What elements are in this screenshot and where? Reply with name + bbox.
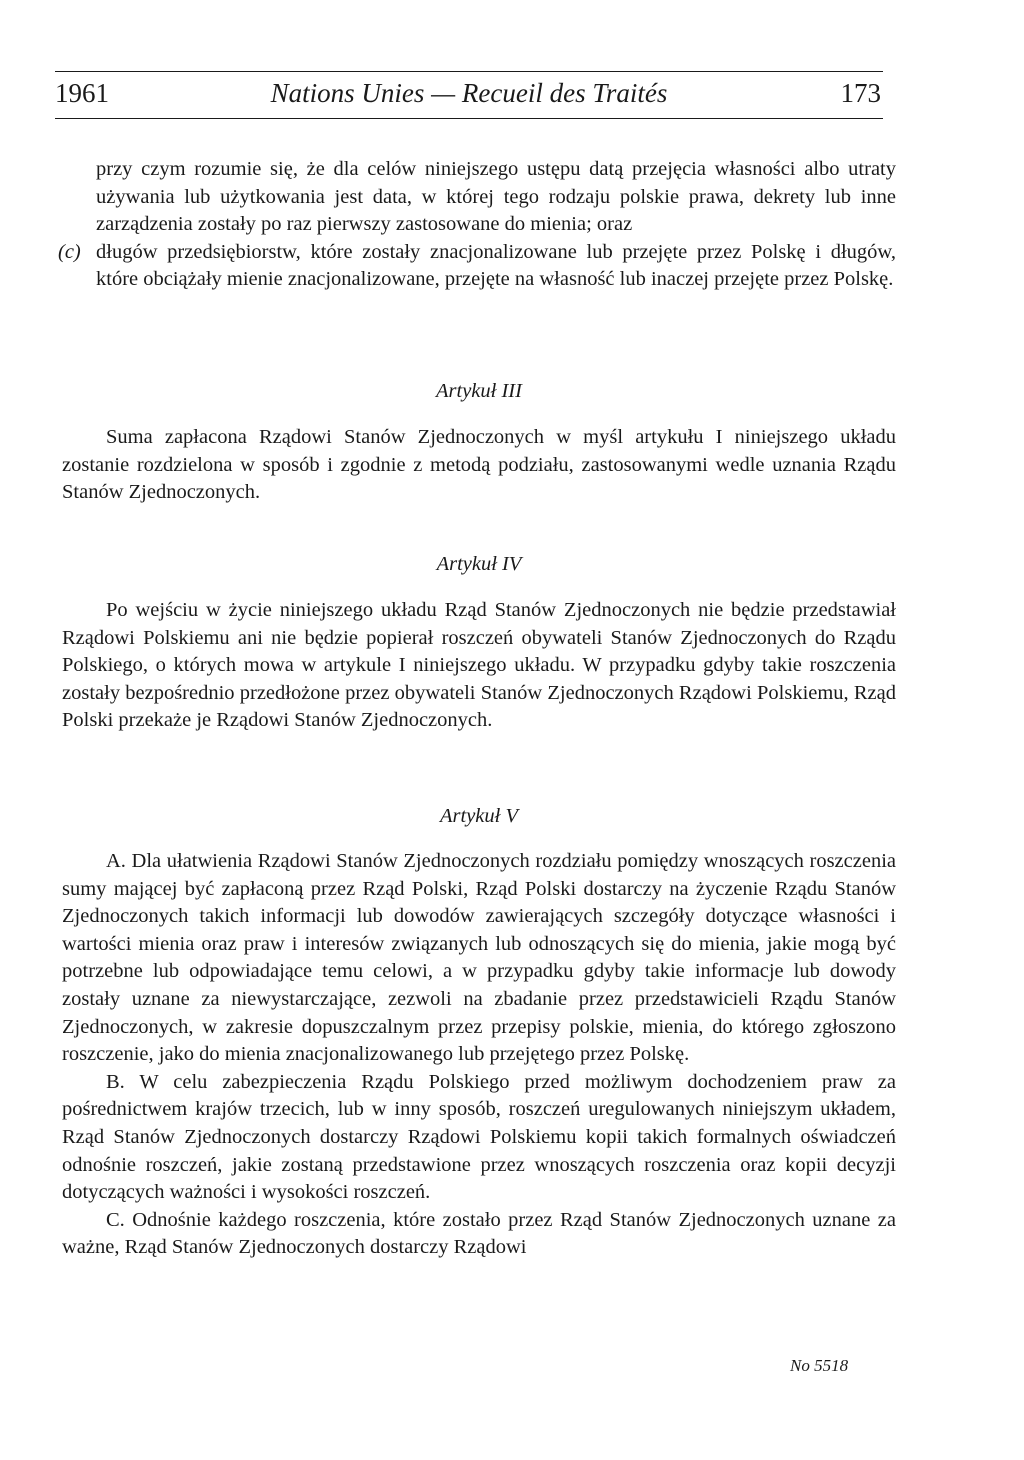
header-page-number: 173 bbox=[840, 78, 881, 108]
article-4-heading: Artykuł IV bbox=[436, 553, 522, 575]
running-header bbox=[55, 72, 883, 118]
article-3-heading: Artykuł III bbox=[436, 380, 522, 402]
article-5-heading: Artykuł V bbox=[440, 805, 518, 827]
article-5-paragraph-a: A. Dla ułatwienia Rządowi Stanów Zjednoczonych rozdziału pomiędzy wnoszących roszczenia sumy mającej być zapłaconą przez Rząd Polski, Rząd Polski dostarczy na życzenie Rządu Stanów Zjednoczonych takich informacji lub dowodów zawierających szczegóły dotyczące własności i wartości mienia oraz praw i interesów związanych lub odnoszących się do mienia, jakie mogą być potrzebne lub odpowiadające temu celowi, a w przypadku gdyby takie informacje lub dowody zostały uznane za niewystarczające, zezwoli na zbadanie przez przedstawicieli Rządu Stanów Zjednoczonych, w zakresie dopuszczalnym przez przepisy polskie, mienia, do którego zgłoszono roszczenie, jako do mienia znacjonalizowanego lub przejętego przez Polskę. bbox=[62, 850, 896, 1066]
header-year: 1961 bbox=[55, 78, 109, 108]
article-4-body bbox=[62, 597, 896, 735]
list-marker-c: (c) bbox=[58, 240, 81, 263]
header-title: Nations Unies — Recueil des Traités bbox=[270, 78, 668, 108]
list-item-c bbox=[58, 239, 896, 294]
article-3-paragraph: Suma zapłacona Rządowi Stanów Zjednoczonych w myśl artykułu I niniejszego układu zostanie rozdzielona w sposób i zgodnie z metodą podziału, zastosowanymi wedle uznania Rządu Stanów Zjednoczonych. bbox=[62, 426, 896, 504]
article-3-body bbox=[62, 424, 896, 507]
continuation-block bbox=[58, 156, 896, 294]
article-5-paragraph-c: C. Odnośnie każdego roszczenia, które zostało przez Rząd Stanów Zjednoczonych uznane za ważne, Rząd Stanów Zjednoczonych dostarczy Rządowi bbox=[62, 1208, 896, 1259]
header-bottom-rule bbox=[55, 118, 883, 119]
article-5-body bbox=[62, 848, 896, 1262]
list-item-c-text: długów przedsiębiorstw, które zostały znacjonalizowane lub przejęte przez Polskę i długów, które obciążały mienie znacjonalizowane, przejęte na własność lub inaczej przejęte przez Polskę. bbox=[96, 240, 896, 291]
footer-treaty-number: No 5518 bbox=[790, 1356, 849, 1375]
continuation-paragraph: przy czym rozumie się, że dla celów niniejszego ustępu datą przejęcia własności albo utraty używania lub użytkowania jest data, w której tego rodzaju polskie prawa, dekrety lub inne zarządzenia zostały po raz pierwszy zastosowane do mienia; oraz bbox=[96, 158, 896, 236]
article-4-paragraph: Po wejściu w życie niniejszego układu Rząd Stanów Zjednoczonych nie będzie przedstawiał Rządowi Polskiemu ani nie będzie popierał roszczeń obywateli Stanów Zjednoczonych do Rządu Polskiego, o których mowa w artykule I niniejszego układu. W przypadku gdyby takie roszczenia zostały bezpośrednio przedłożone przez obywateli Stanów Zjednoczonych Rządowi Polskiemu, Rząd Polski przekaże je Rządowi Stanów Zjednoczonych. bbox=[62, 599, 896, 732]
article-5-paragraph-b: B. W celu zabezpieczenia Rządu Polskiego przed możliwym dochodzeniem praw za pośrednictwem krajów trzecich, lub w inny sposób, roszczeń uregulowanych niniejszym układem, Rząd Stanów Zjednoczonych dostarczy Rządowi Polskiemu kopii takich formalnych oświadczeń odnośnie roszczeń, jakie zostaną przedstawione przez wnoszących roszczenia oraz kopii decyzji dotyczących ważności i wysokości roszczeń. bbox=[62, 1070, 896, 1204]
